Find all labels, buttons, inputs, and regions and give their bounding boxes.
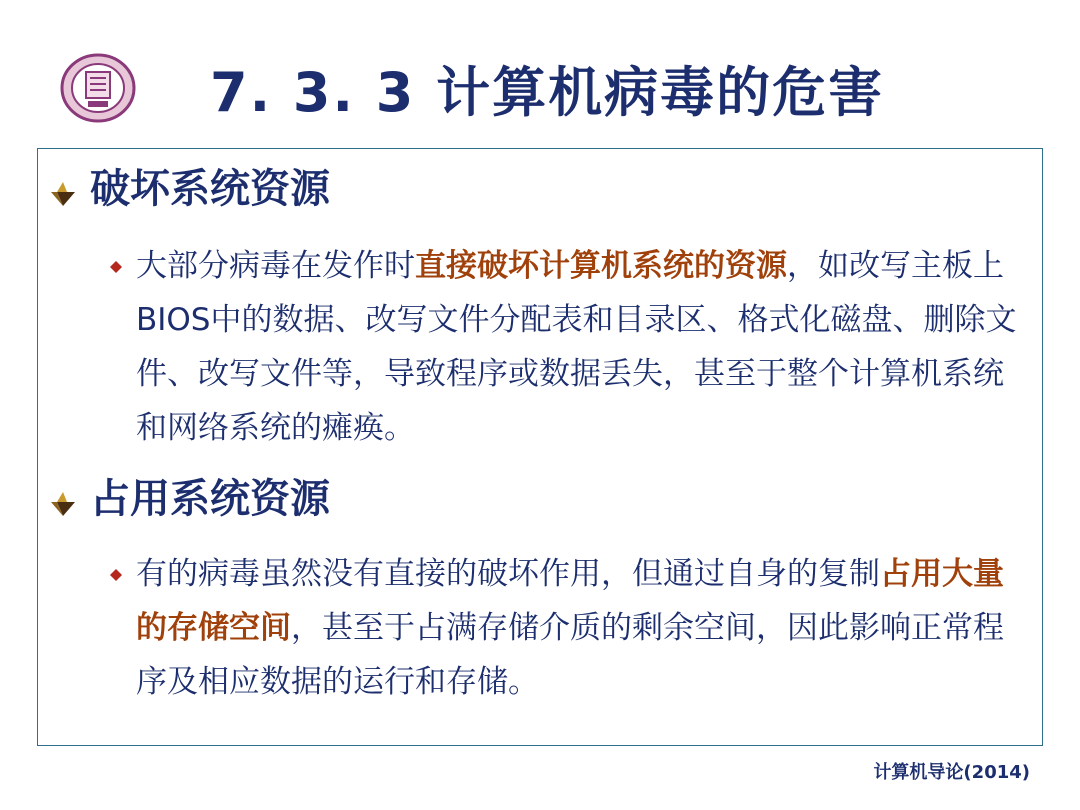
section-heading-row xyxy=(38,161,1042,217)
body-text-highlight: 占用大量的存储空间 xyxy=(136,556,1004,646)
section-body-text xyxy=(136,239,1026,455)
footer-course-label: 计算机导论(2014) xyxy=(873,762,1030,783)
body-text-plain: 大部分病毒在发作时 xyxy=(136,248,415,284)
slide-title: 7. 3. 3 计算机病毒的危害 xyxy=(210,61,885,124)
section-occupy-resources xyxy=(38,471,1042,700)
body-text-plain: 有的病毒虽然没有直接的破坏作用，但通过自身的复制 xyxy=(136,556,880,592)
section-body-text xyxy=(136,547,1026,709)
content-box xyxy=(37,148,1043,746)
section-destroy-resources xyxy=(38,161,1042,446)
body-text-highlight: 直接破坏计算机系统的资源 xyxy=(415,248,787,284)
section-heading-row xyxy=(38,471,1042,527)
publisher-logo xyxy=(58,52,138,124)
body-text-plain: ，如改写主板上BIOS中的数据、改写文件分配表和目录区、格式化磁盘、删除文件、改写文件等，导致程序或数据丢失，甚至于整个计算机系统和网络系统的瘫痪。 xyxy=(136,248,1017,446)
diamond-bullet-icon xyxy=(110,569,122,581)
arrow-bullet-icon xyxy=(50,181,76,207)
section-heading: 破坏系统资源 xyxy=(90,166,330,212)
diamond-bullet-icon xyxy=(110,261,122,273)
body-text-plain: ，甚至于占满存储介质的剩余空间，因此影响正常程序及相应数据的运行和存储。 xyxy=(136,610,1004,700)
arrow-bullet-icon xyxy=(50,491,76,517)
section-heading: 占用系统资源 xyxy=(90,476,330,522)
